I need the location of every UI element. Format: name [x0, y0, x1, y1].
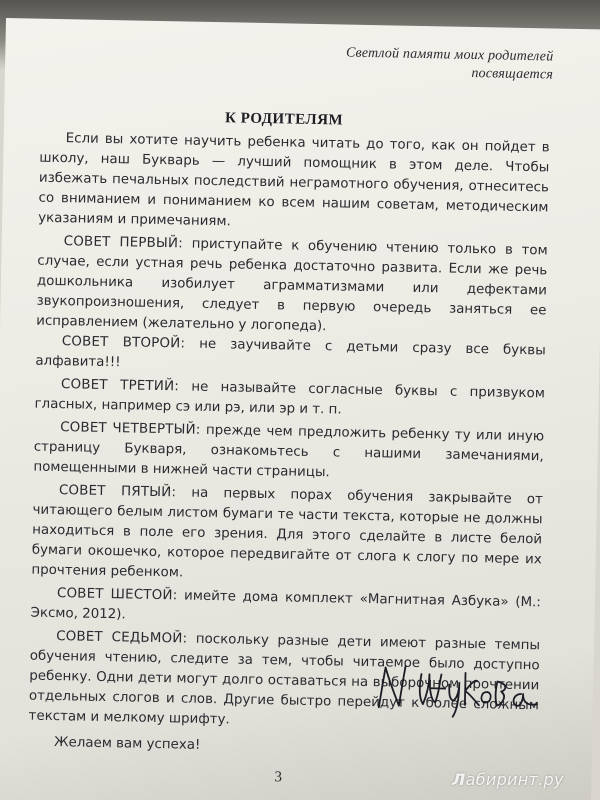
dedication	[253, 43, 554, 85]
tip-text: не называйте согласные буквы с призвуком гласных, например сэ или рэ, или эр и т. п.	[34, 379, 546, 418]
page-number: 3	[274, 769, 283, 786]
tip-text: прежде чем предложить ребенку ту или иную страницу Букваря, ознакомьтесь с нашими замечаниями, помещенными в нижней части страницы.	[33, 422, 545, 481]
tip-text: на первых порах обучения закрывайте от читающего белым листом бумаги те части текста, которые не должны находиться в поле его зрения. Для этого сделайте в листе белой бумаги окошечко, которое передвигайте от слога к слогу по мере их прочтения ребенком.	[31, 485, 543, 581]
tip-heading: СОВЕТ ЧЕТВЕРТЫЙ:	[60, 420, 201, 438]
tip-paragraph	[33, 418, 544, 488]
tip-heading: СОВЕТ СЕДЬМОЙ:	[55, 629, 188, 647]
intro-paragraph: Если вы хотите научить ребенка читать до того, как он пойдет в школу, наш Букварь — лучший помощник в этом деле. Чтобы избежать печальных последствий неграмотного обучения, отнеситесь со вниманием и пониманием ко всем нашим советам, методическим указаниям и примечаниям.	[38, 131, 550, 230]
tip-heading: СОВЕТ ТРЕТИЙ:	[60, 377, 180, 395]
dedication-line-1: Светлой памяти моих родителей	[345, 45, 554, 65]
handwritten-signature	[371, 657, 542, 720]
tip-text: не заучивайте с детьми сразу все буквы алфавита!!!	[35, 336, 546, 371]
tip-heading: СОВЕТ ПЯТЫЙ:	[58, 483, 177, 501]
tip-heading: СОВЕТ ПЕРВЫЙ:	[63, 234, 184, 252]
tip-text: поскольку разные дети имеют разные темпы обучения чтению, следите за тем, чтобы читаемое было доступно ребенку. Одни дети могут долго оставаться на выборочном прочтении отдельных слогов и слов. Другие быстро перейдут к более сложным текстам и мелкому шрифту.	[28, 631, 541, 728]
tip-heading: СОВЕТ ШЕСТОЙ:	[56, 586, 178, 604]
tip-paragraph	[31, 481, 543, 591]
tip-paragraph	[35, 332, 546, 382]
tip-paragraph	[34, 375, 545, 425]
tip-paragraph	[36, 232, 548, 342]
tip-heading: СОВЕТ ВТОРОЙ:	[61, 334, 186, 352]
page-title: К РОДИТЕЛЯМ	[224, 110, 344, 129]
tip-text: имейте дома комплект «Магнитная Азбука» (М.: Эксмо, 2012).	[30, 588, 542, 623]
watermark-mark: Л	[452, 770, 466, 789]
tip-text: приступайте к обучению чтению только в том случае, если устная речь ребенка достаточно развита. Если же речь дошкольника изобилует аграмматизмами или дефектами звукопроизношения, следует в первую очередь заняться ее исправлением (желательно у логопеда).	[36, 236, 548, 335]
watermark-text: абиринт.ру	[465, 770, 564, 789]
tip-paragraph	[30, 584, 541, 634]
watermark-logo	[452, 770, 564, 789]
book-page	[0, 18, 600, 800]
dedication-line-2: посвящается	[471, 65, 554, 83]
closing-wish: Желаем вам успеха!	[53, 735, 201, 753]
